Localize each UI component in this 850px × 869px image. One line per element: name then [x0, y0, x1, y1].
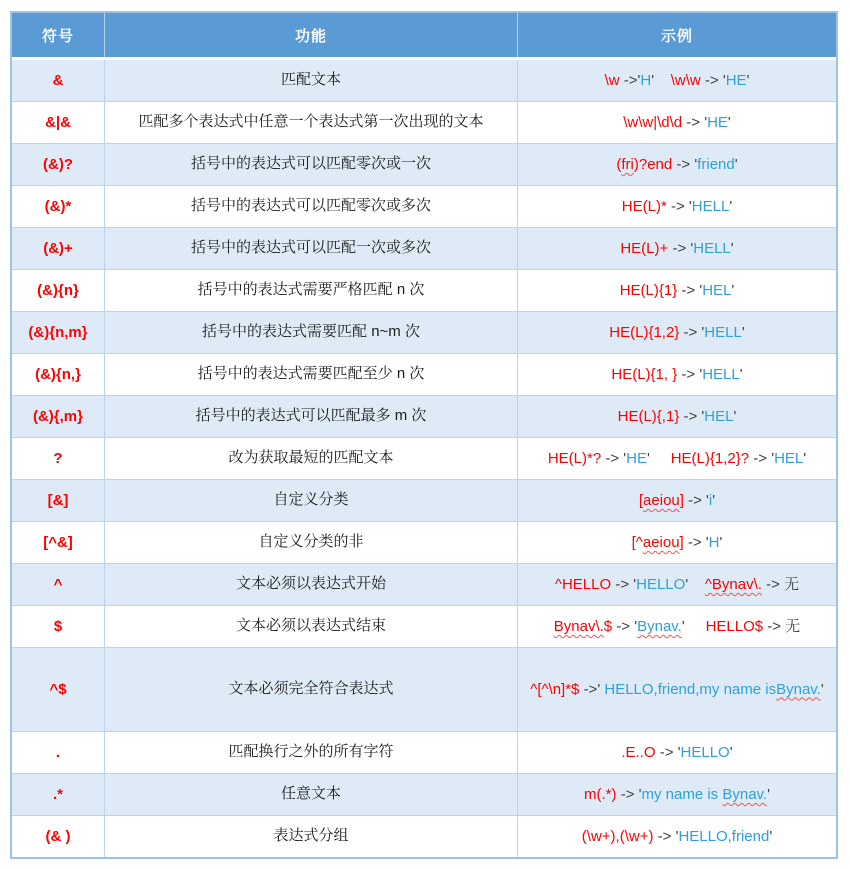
example-operator: -> ' — [612, 617, 638, 635]
example-result: H — [640, 71, 652, 89]
example-operator: -> ' — [655, 743, 681, 761]
example-operator: 无 — [784, 575, 800, 593]
example-operator: ' — [729, 197, 733, 215]
header-cell-function: 功能 — [104, 13, 517, 57]
header-row — [12, 13, 836, 60]
example-regex: HE(L){1, } — [611, 365, 678, 383]
example-operator: 无 — [785, 617, 801, 635]
example-regex: \w\w — [670, 71, 701, 89]
example-regex: ] — [679, 533, 684, 551]
table-row — [12, 438, 836, 480]
table-row — [12, 102, 836, 144]
example-regex: HELLO$ — [705, 617, 764, 635]
example-result: HE — [707, 113, 728, 131]
example-operator: ->' — [619, 71, 641, 89]
example-operator: ' — [729, 743, 733, 761]
symbol-cell: (&)+ — [43, 240, 73, 257]
example-operator: ' — [733, 407, 737, 425]
example-regex: m(.*) — [584, 785, 617, 803]
example-cell — [517, 102, 836, 143]
symbol-cell: . — [55, 744, 61, 761]
function-cell: 括号中的表达式可以匹配一次或多次 — [104, 228, 517, 269]
example-result: HELL — [704, 323, 742, 341]
example-regex: HE(L){1,2} — [609, 323, 680, 341]
regex-reference-table — [10, 11, 838, 859]
example-regex: Bynav\. — [553, 617, 604, 635]
example-result: Bynav. — [637, 617, 682, 635]
example-result: HELLO — [636, 575, 686, 593]
example-regex: ] — [679, 491, 684, 509]
example-operator: ' — [734, 155, 738, 173]
example-result: Bynav. — [722, 785, 768, 803]
example-cell — [517, 354, 836, 395]
table-row — [12, 816, 836, 857]
function-cell: 匹配换行之外的所有字符 — [104, 732, 517, 773]
example-operator: -> ' — [666, 197, 692, 215]
example-regex: HE(L)*? — [547, 449, 602, 467]
example-operator: ' — [739, 365, 743, 383]
example-operator: -> ' — [682, 113, 708, 131]
example-operator: ' — [731, 281, 735, 299]
example-regex: \w\w|\d\d — [623, 113, 683, 131]
table-row — [12, 522, 836, 564]
example-operator: -> ' — [653, 827, 679, 845]
example-operator: ->' — [579, 680, 605, 698]
example-operator: -> ' — [679, 323, 705, 341]
header-cell-example: 示例 — [517, 13, 836, 57]
example-regex: HE(L){1,2}? — [670, 449, 750, 467]
table-row — [12, 774, 836, 816]
example-regex: ^Bynav\. — [704, 575, 762, 593]
example-operator: ' — [727, 113, 731, 131]
table-row — [12, 186, 836, 228]
function-cell: 括号中的表达式可以匹配零次或多次 — [104, 186, 517, 227]
example-operator: -> — [763, 617, 786, 635]
example-regex: aeiou — [642, 533, 680, 551]
function-cell: 括号中的表达式需要严格匹配 n 次 — [104, 270, 517, 311]
function-cell: 括号中的表达式可以匹配零次或一次 — [104, 144, 517, 185]
example-cell — [517, 228, 836, 269]
example-regex: [ — [638, 491, 644, 509]
example-regex: [^ — [631, 533, 643, 551]
symbol-cell: ^ — [53, 576, 63, 593]
example-regex: ^[^\n]*$ — [530, 680, 580, 698]
function-cell: 文本必须完全符合表达式 — [104, 648, 517, 731]
symbol-cell: (& ) — [45, 828, 71, 845]
example-regex: HE(L){,1} — [617, 407, 680, 425]
example-cell — [517, 732, 836, 773]
function-cell: 文本必须以表达式开始 — [104, 564, 517, 605]
example-operator: -> ' — [611, 575, 637, 593]
example-operator: -> ' — [679, 407, 705, 425]
function-cell: 自定义分类 — [104, 480, 517, 521]
example-regex: ^HELLO — [554, 575, 612, 593]
symbol-cell: [&] — [47, 492, 69, 509]
example-regex: HE(L){1} — [619, 281, 678, 299]
example-regex: $ — [603, 617, 613, 635]
example-result: HEL — [774, 449, 804, 467]
example-regex: aeiou — [643, 491, 680, 509]
example-operator: ' — [712, 491, 716, 509]
example-operator: ' — [746, 71, 750, 89]
example-operator: -> ' — [749, 449, 775, 467]
example-operator: ' — [769, 827, 773, 845]
example-operator: ' — [651, 71, 671, 89]
example-cell — [517, 60, 836, 101]
example-result: HEL — [704, 407, 734, 425]
function-cell: 表达式分组 — [104, 816, 517, 857]
table-row — [12, 648, 836, 732]
table-row — [12, 396, 836, 438]
example-result: HELLO,friend — [678, 827, 770, 845]
symbol-cell: (&)? — [43, 156, 73, 173]
symbol-cell: ^$ — [49, 681, 67, 698]
example-regex: \w — [604, 71, 620, 89]
example-regex: ( — [616, 155, 622, 173]
symbol-cell: .* — [52, 786, 63, 803]
function-cell: 任意文本 — [104, 774, 517, 815]
function-cell: 括号中的表达式需要匹配 n~m 次 — [104, 312, 517, 353]
symbol-cell: (&){n,} — [35, 366, 81, 383]
symbol-cell: ? — [53, 450, 63, 467]
example-cell — [517, 648, 836, 731]
table-row — [12, 732, 836, 774]
symbol-cell: (&){n} — [37, 282, 79, 299]
header-cell-symbol: 符号 — [41, 27, 74, 45]
example-regex: (\w+),(\w+) — [581, 827, 654, 845]
symbol-cell: &|& — [45, 114, 71, 131]
example-operator: -> ' — [677, 281, 703, 299]
function-cell: 匹配多个表达式中任意一个表达式第一次出现的文本 — [104, 102, 517, 143]
example-result: HELL — [702, 365, 740, 383]
example-operator: -> — [761, 575, 785, 593]
table-row — [12, 606, 836, 648]
example-result: HELL — [693, 239, 731, 257]
function-cell: 括号中的表达式需要匹配至少 n 次 — [104, 354, 517, 395]
function-cell: 改为获取最短的匹配文本 — [104, 438, 517, 479]
example-operator: -> ' — [601, 449, 627, 467]
example-operator: -> ' — [616, 785, 642, 803]
table-row — [12, 60, 836, 102]
example-operator: -> ' — [672, 155, 698, 173]
example-operator: -> ' — [677, 365, 703, 383]
symbol-cell: (&){n,m} — [28, 324, 88, 341]
table-body — [12, 60, 836, 857]
symbol-cell: & — [52, 72, 64, 89]
example-cell — [517, 774, 836, 815]
symbol-cell: $ — [53, 618, 63, 635]
example-result: HE — [626, 449, 648, 467]
example-cell — [517, 480, 836, 521]
example-cell — [517, 270, 836, 311]
table-row — [12, 228, 836, 270]
example-operator: ' — [719, 533, 723, 551]
example-regex: HE(L)* — [621, 197, 667, 215]
table-row — [12, 354, 836, 396]
symbol-cell: [^&] — [43, 534, 73, 551]
example-operator: -> ' — [683, 491, 709, 509]
example-result: my name is — [641, 785, 723, 803]
symbol-cell: (&)* — [44, 198, 72, 215]
function-cell: 文本必须以表达式结束 — [104, 606, 517, 647]
example-result: H — [708, 533, 720, 551]
example-operator: -> ' — [683, 533, 709, 551]
example-cell — [517, 606, 836, 647]
table-row — [12, 144, 836, 186]
example-result: HELL — [691, 197, 730, 215]
example-regex: .E..O — [621, 743, 656, 761]
example-operator: -> ' — [700, 71, 726, 89]
example-result: HELLO,friend,my name is — [604, 680, 777, 698]
example-operator: -> ' — [668, 239, 694, 257]
example-operator: ' — [681, 617, 706, 635]
example-operator: ' — [767, 785, 770, 803]
example-operator: ' — [730, 239, 734, 257]
example-cell — [517, 312, 836, 353]
table-row — [12, 564, 836, 606]
example-cell — [517, 438, 836, 479]
example-cell — [517, 396, 836, 437]
example-result: HELLO — [680, 743, 730, 761]
example-cell — [517, 522, 836, 563]
function-cell: 括号中的表达式可以匹配最多 m 次 — [104, 396, 517, 437]
example-result: i — [708, 491, 713, 509]
example-regex: )?end — [633, 155, 673, 173]
example-result: Bynav. — [776, 680, 821, 698]
example-regex: HE(L)+ — [620, 239, 669, 257]
example-operator: ' — [820, 680, 824, 698]
example-cell — [517, 186, 836, 227]
table-row — [12, 270, 836, 312]
function-cell: 匹配文本 — [104, 60, 517, 101]
example-operator: ' — [741, 323, 745, 341]
example-result: HEL — [702, 281, 732, 299]
example-operator: ' — [685, 575, 705, 593]
example-cell — [517, 144, 836, 185]
table-row — [12, 480, 836, 522]
table-row — [12, 312, 836, 354]
example-result: HE — [725, 71, 747, 89]
function-cell: 自定义分类的非 — [104, 522, 517, 563]
example-operator: ' — [803, 449, 807, 467]
example-operator: ' — [647, 449, 671, 467]
example-cell — [517, 816, 836, 857]
example-result: friend — [697, 155, 735, 173]
example-regex: fri — [621, 155, 634, 173]
example-cell — [517, 564, 836, 605]
symbol-cell: (&){,m} — [32, 408, 83, 425]
